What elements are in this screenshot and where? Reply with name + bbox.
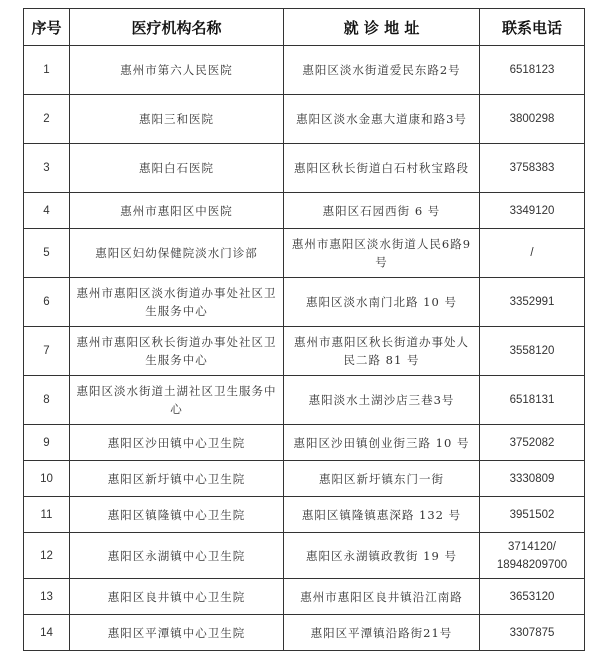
institution-name: 惠阳区淡水街道土湖社区卫生服务中心	[70, 376, 284, 425]
institution-name: 惠阳白石医院	[70, 144, 284, 193]
institution-phone: 3653120	[480, 579, 585, 615]
institution-phone: 3752082	[480, 425, 585, 461]
institution-address: 惠阳区平潭镇沿路街21号	[284, 615, 480, 651]
institution-phone: /	[480, 229, 585, 278]
medical-institutions-table	[23, 8, 585, 651]
table-row	[24, 193, 585, 229]
row-number: 9	[24, 425, 70, 461]
institution-name: 惠阳区新圩镇中心卫生院	[70, 461, 284, 497]
institution-phone: 3330809	[480, 461, 585, 497]
table-row	[24, 425, 585, 461]
institution-name: 惠州市惠阳区淡水街道办事处社区卫生服务中心	[70, 278, 284, 327]
institution-name: 惠阳区永湖镇中心卫生院	[70, 533, 284, 579]
institution-address: 惠阳区石园西街 6 号	[284, 193, 480, 229]
row-number: 2	[24, 95, 70, 144]
institution-address: 惠阳区淡水街道爱民东路2号	[284, 46, 480, 95]
row-number: 4	[24, 193, 70, 229]
institution-address: 惠阳区淡水南门北路 10 号	[284, 278, 480, 327]
row-number: 6	[24, 278, 70, 327]
institution-address: 惠阳区新圩镇东门一街	[284, 461, 480, 497]
table-row	[24, 615, 585, 651]
row-number: 8	[24, 376, 70, 425]
row-number: 3	[24, 144, 70, 193]
table-row	[24, 229, 585, 278]
institution-address: 惠阳淡水土湖沙店三巷3号	[284, 376, 480, 425]
row-number: 10	[24, 461, 70, 497]
institution-phone: 3558120	[480, 327, 585, 376]
header-phone: 联系电话	[480, 9, 585, 46]
institution-address: 惠州市惠阳区良井镇沿江南路	[284, 579, 480, 615]
institution-phone: 6518123	[480, 46, 585, 95]
institution-phone: 3307875	[480, 615, 585, 651]
institution-name: 惠州市惠阳区中医院	[70, 193, 284, 229]
institution-address: 惠阳区沙田镇创业街三路 10 号	[284, 425, 480, 461]
institution-name: 惠州市惠阳区秋长街道办事处社区卫生服务中心	[70, 327, 284, 376]
institution-address: 惠州市惠阳区淡水街道人民6路9号	[284, 229, 480, 278]
institution-name: 惠州市第六人民医院	[70, 46, 284, 95]
table-row	[24, 144, 585, 193]
institution-phone: 3758383	[480, 144, 585, 193]
header-address: 就 诊 地 址	[284, 9, 480, 46]
header-no: 序号	[24, 9, 70, 46]
institution-phone: 3352991	[480, 278, 585, 327]
table-header-row	[24, 9, 585, 46]
table-row	[24, 278, 585, 327]
table-row	[24, 533, 585, 579]
table-row	[24, 461, 585, 497]
institution-phone: 3349120	[480, 193, 585, 229]
table-row	[24, 579, 585, 615]
institution-name: 惠阳区良井镇中心卫生院	[70, 579, 284, 615]
row-number: 12	[24, 533, 70, 579]
table-row	[24, 327, 585, 376]
institution-address: 惠阳区镇隆镇惠深路 132 号	[284, 497, 480, 533]
row-number: 1	[24, 46, 70, 95]
institution-phone: 6518131	[480, 376, 585, 425]
institution-phone: 3800298	[480, 95, 585, 144]
institution-address: 惠阳区永湖镇政教街 19 号	[284, 533, 480, 579]
table-row	[24, 376, 585, 425]
institution-address: 惠阳区淡水金惠大道康和路3号	[284, 95, 480, 144]
institution-phone: 3951502	[480, 497, 585, 533]
institution-address: 惠阳区秋长街道白石村秋宝路段	[284, 144, 480, 193]
header-name: 医疗机构名称	[70, 9, 284, 46]
institution-phone: 3714120/ 18948209700	[480, 533, 585, 579]
institution-name: 惠阳区镇隆镇中心卫生院	[70, 497, 284, 533]
institution-name: 惠阳区妇幼保健院淡水门诊部	[70, 229, 284, 278]
row-number: 5	[24, 229, 70, 278]
row-number: 11	[24, 497, 70, 533]
row-number: 14	[24, 615, 70, 651]
institution-address: 惠州市惠阳区秋长街道办事处人民二路 81 号	[284, 327, 480, 376]
institution-name: 惠阳区平潭镇中心卫生院	[70, 615, 284, 651]
row-number: 13	[24, 579, 70, 615]
table-row	[24, 95, 585, 144]
institution-name: 惠阳三和医院	[70, 95, 284, 144]
table-row	[24, 46, 585, 95]
institution-name: 惠阳区沙田镇中心卫生院	[70, 425, 284, 461]
row-number: 7	[24, 327, 70, 376]
table-row	[24, 497, 585, 533]
